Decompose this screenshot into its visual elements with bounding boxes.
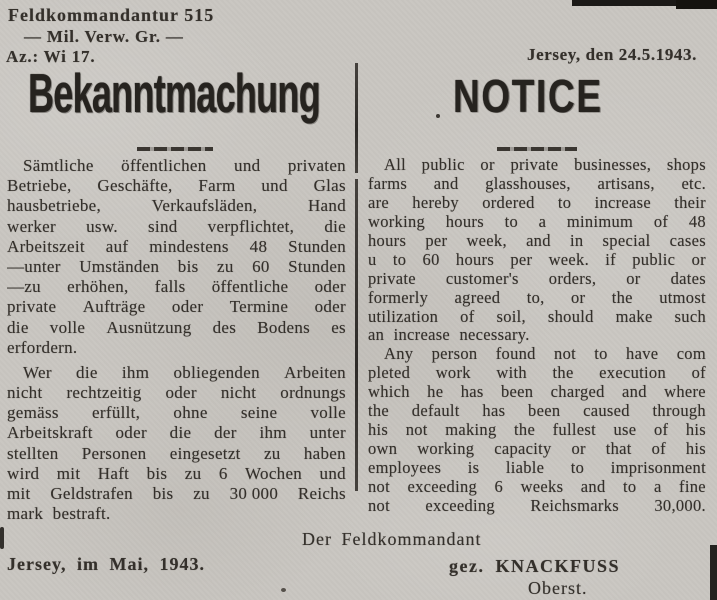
text-line: not exceeding 6 weeks and to a fine <box>368 476 706 496</box>
text-line: —unter Umständen bis zu 60 Stunden <box>7 256 346 276</box>
text-line: hausbetriebe, Verkaufsläden, Hand <box>7 196 346 216</box>
text-line: All public or private businesses, shops <box>384 155 706 174</box>
text-line: his not making the fullest use of his <box>368 420 706 440</box>
text-line: mark bestraft. <box>7 504 111 524</box>
text-line: werker usw. sind verpflichtet, die <box>7 216 346 236</box>
text-line: are hereby ordered to increase their <box>368 192 706 212</box>
text-line: mit Geldstrafen bis zu 30 000 Reichs <box>7 484 346 503</box>
text-line: the default has been caused through <box>368 401 706 421</box>
text-line: Betriebe, Geschäfte, Farm und Glas <box>7 176 346 196</box>
text-line: —zu erhöhen, falls öffentliche oder <box>7 277 346 297</box>
scan-artifact-speck <box>436 114 440 118</box>
file-reference: Az.: Wi 17. <box>6 47 96 66</box>
text-line: private Aufträge oder Termine oder <box>7 297 346 317</box>
issuing-office: Feldkommandantur 515 <box>8 5 215 25</box>
text-line: erfordern. <box>7 337 78 357</box>
dateline: Jersey, den 24.5.1943. <box>527 45 697 64</box>
text-line: working hours to a minimum of 48 <box>368 211 706 231</box>
text-line: Any person found not to have com <box>384 344 706 364</box>
text-line: nicht rechtzeitig oder nicht ordnungs <box>7 383 346 403</box>
commander-signoff: Der Feldkommandant <box>302 529 482 549</box>
text-line: Sämtliche öffentlichen und privaten <box>23 156 346 175</box>
text-line: hours per week, and in special cases <box>368 230 706 250</box>
column-divider-upper <box>355 63 358 173</box>
text-line: Wer die ihm obliegenden Arbeiten <box>23 362 346 382</box>
text-line: formerly agreed to, or the utmost <box>368 287 706 307</box>
german-column <box>7 156 346 524</box>
text-line: u to 60 hours per week. if public or <box>368 249 706 269</box>
text-line: which he has been charged and where <box>368 382 706 402</box>
text-line: not exceeding Reichsmarks 30,000. <box>368 495 706 515</box>
text-line: Arbeitszeit auf mindestens 48 Stunden <box>7 236 346 256</box>
text-line: private customer's orders, or dates <box>368 268 706 288</box>
scan-artifact-right-bar <box>710 545 717 600</box>
text-line: own working capacity or that of his <box>368 439 706 458</box>
text-line: an increase necessary. <box>368 325 530 345</box>
text-line: farms and glasshouses, artisans, etc. <box>368 173 706 193</box>
german-headline: Bekanntmachung <box>28 62 320 125</box>
signature: gez. KNACKFUSS <box>449 556 620 576</box>
text-line: pleted work with the execution of <box>368 363 706 383</box>
military-admin-group: — Mil. Verw. Gr. — <box>24 27 184 46</box>
text-line: die volle Ausnützung des Bodens es <box>7 317 346 337</box>
column-divider-lower <box>355 179 358 491</box>
text-line: wird mit Haft bis zu 6 Wochen und <box>7 463 346 483</box>
scan-artifact-left-mark <box>0 527 4 549</box>
text-line: employees is liable to imprisonment <box>368 458 706 477</box>
headline-rule-english <box>497 147 577 151</box>
signatory-rank: Oberst. <box>528 578 588 598</box>
headline-rule-german <box>137 147 213 151</box>
scan-artifact-top-bar-thick <box>676 0 717 9</box>
text-line: utilization of soil, should make such <box>368 306 706 326</box>
scan-artifact-speck <box>281 588 286 592</box>
english-column <box>368 155 706 515</box>
english-headline: NOTICE <box>453 70 603 123</box>
text-line: stellten Personen eingesetzt zu haben <box>7 443 346 463</box>
text-line: gemäss erfüllt, ohne seine volle <box>7 403 346 423</box>
place-and-date: Jersey, im Mai, 1943. <box>7 554 205 574</box>
text-line: Arbeitskraft oder die der ihm unter <box>7 423 346 443</box>
